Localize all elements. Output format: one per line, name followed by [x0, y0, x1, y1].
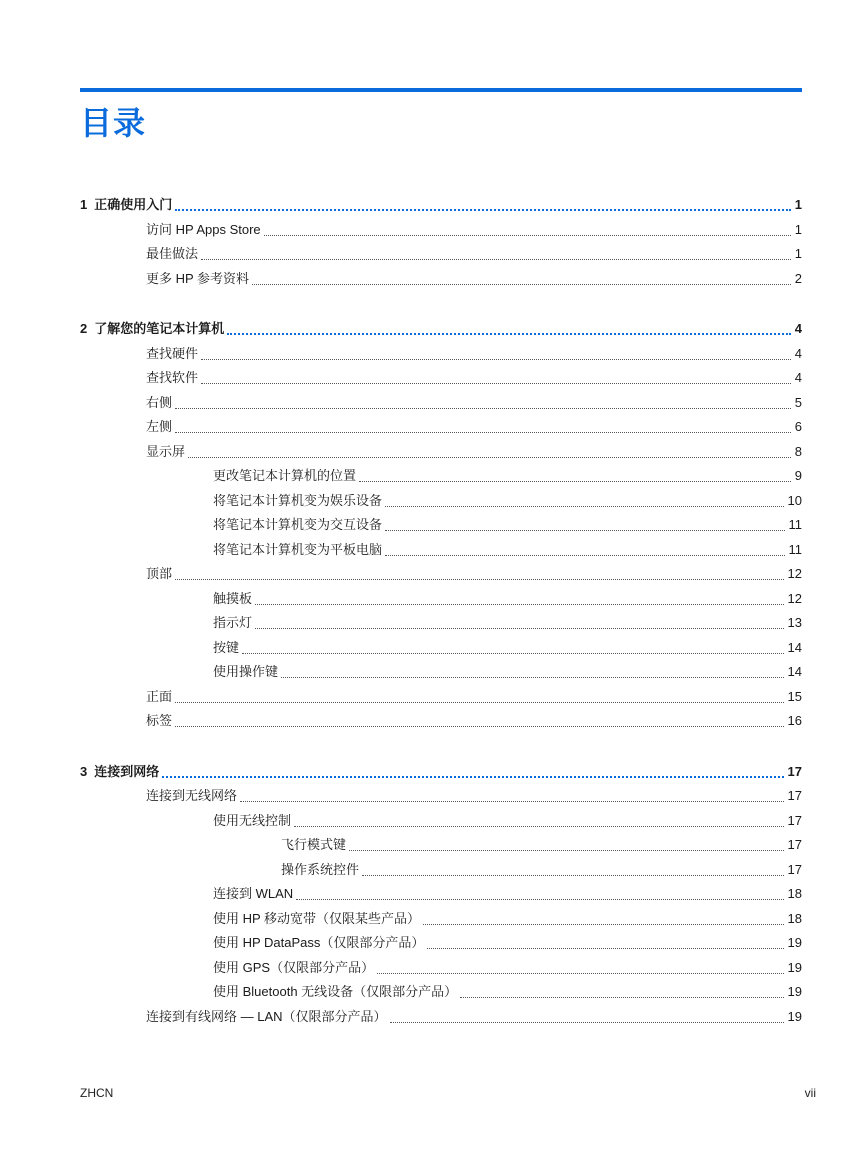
toc-entry-label: 按键	[213, 640, 240, 655]
toc-entry[interactable]	[146, 443, 802, 461]
toc-page-number: 1	[794, 246, 802, 261]
toc-page-number: 17	[787, 813, 802, 828]
toc-page-number: 6	[794, 419, 802, 434]
toc-dot-leader	[264, 221, 791, 236]
toc-entry[interactable]	[213, 934, 802, 952]
toc-entry-label: 使用 Bluetooth 无线设备（仅限部分产品）	[213, 984, 458, 999]
toc-entry[interactable]	[281, 861, 802, 879]
toc-entry[interactable]	[146, 369, 802, 387]
toc-dot-leader	[175, 418, 791, 433]
toc-entry[interactable]	[213, 614, 802, 632]
toc-dot-leader	[385, 516, 784, 531]
toc-page-number: 4	[794, 370, 802, 385]
toc-chapter-number: 2	[80, 321, 88, 336]
footer-page-number: vii	[804, 1086, 816, 1100]
toc-dot-leader	[162, 762, 783, 778]
toc-page-number: 19	[787, 960, 802, 975]
toc-entry-label: 操作系统控件	[281, 862, 360, 877]
toc-entry[interactable]	[146, 712, 802, 730]
toc-page-number: 2	[794, 271, 802, 286]
toc-page-number: 14	[787, 640, 802, 655]
toc-entry-label: 连接到有线网络 — LAN（仅限部分产品）	[146, 1009, 387, 1024]
toc-page-number: 18	[787, 911, 802, 926]
toc-page-number: 19	[787, 984, 802, 999]
toc-dot-leader	[201, 245, 791, 260]
toc-entry-label: 更改笔记本计算机的位置	[213, 468, 357, 483]
toc-dot-leader	[175, 565, 784, 580]
toc-dot-leader	[385, 541, 784, 556]
toc-entry[interactable]	[213, 885, 802, 903]
toc-dot-leader	[175, 394, 791, 409]
toc-dot-leader	[362, 861, 784, 876]
toc-entry-label: 将笔记本计算机变为交互设备	[213, 517, 383, 532]
toc-entry-label: 使用操作键	[213, 664, 279, 679]
toc-dot-leader	[377, 959, 783, 974]
toc-entry-label: 使用 HP 移动宽带（仅限某些产品）	[213, 911, 421, 926]
toc-entry[interactable]	[213, 590, 802, 608]
toc-entry[interactable]	[146, 394, 802, 412]
toc-entry-label: 了解您的笔记本计算机	[94, 321, 225, 336]
toc-entry-label: 触摸板	[213, 591, 253, 606]
toc-dot-leader	[242, 639, 784, 654]
toc-page-number: 11	[788, 542, 802, 557]
toc-entry-label: 连接到无线网络	[146, 788, 238, 803]
toc-entry[interactable]	[146, 688, 802, 706]
toc-page-number: 1	[794, 222, 802, 237]
toc-dot-leader	[427, 934, 783, 949]
toc-entry[interactable]	[213, 516, 802, 534]
toc-page-number: 8	[794, 444, 802, 459]
toc-page-number: 4	[794, 346, 802, 361]
toc-dot-leader	[294, 812, 784, 827]
toc-entry[interactable]	[213, 663, 802, 681]
toc-entry-label: 顶部	[146, 566, 173, 581]
toc-entry[interactable]	[213, 910, 802, 928]
toc-page-number: 16	[787, 713, 802, 728]
toc-page-number: 19	[787, 1009, 802, 1024]
toc-entry-label: 最佳做法	[146, 246, 199, 261]
toc-chapter-entry[interactable]	[80, 763, 802, 781]
toc-entry[interactable]	[213, 467, 802, 485]
toc-page-number: 17	[787, 788, 802, 803]
toc-page-number: 17	[787, 764, 802, 779]
toc-entry[interactable]	[146, 221, 802, 239]
toc-entry-label: 显示屏	[146, 444, 186, 459]
toc-entry-label: 使用无线控制	[213, 813, 292, 828]
toc-entry-label: 查找硬件	[146, 346, 199, 361]
toc-entry-label: 查找软件	[146, 370, 199, 385]
toc-entry-label: 将笔记本计算机变为平板电脑	[213, 542, 383, 557]
toc-page-number: 12	[787, 591, 802, 606]
toc-entry-label: 使用 GPS（仅限部分产品）	[213, 960, 375, 975]
toc-entry[interactable]	[146, 345, 802, 363]
toc-page-number: 13	[787, 615, 802, 630]
toc-dot-leader	[240, 787, 784, 802]
toc-dot-leader	[385, 492, 784, 507]
toc-entry[interactable]	[146, 418, 802, 436]
toc-dot-leader	[175, 688, 784, 703]
toc-chapter-entry[interactable]	[80, 320, 802, 338]
toc-entry[interactable]	[146, 787, 802, 805]
toc-dot-leader	[175, 195, 791, 211]
toc-dot-leader	[201, 345, 791, 360]
toc-dot-leader	[460, 983, 783, 998]
toc-entry[interactable]	[146, 245, 802, 263]
toc-entry-label: 连接到网络	[94, 764, 160, 779]
toc-entry[interactable]	[146, 270, 802, 288]
toc-dot-leader	[255, 590, 784, 605]
toc-page-number: 18	[787, 886, 802, 901]
toc-entry[interactable]	[146, 565, 802, 583]
toc-dot-leader	[390, 1008, 784, 1023]
toc-entry-label: 访问 HP Apps Store	[146, 222, 261, 237]
toc-entry-label: 标签	[146, 713, 173, 728]
toc-dot-leader	[255, 614, 784, 629]
toc-page-number: 1	[794, 197, 802, 212]
toc-chapter-number: 3	[80, 764, 88, 779]
toc-page-number: 10	[787, 493, 802, 508]
toc-chapter-entry[interactable]	[80, 196, 802, 214]
toc-dot-leader	[227, 319, 791, 335]
page-title: 目录	[80, 104, 147, 142]
toc-entry[interactable]	[146, 1008, 802, 1026]
toc-entry-label: 指示灯	[213, 615, 253, 630]
toc-entry[interactable]	[213, 812, 802, 830]
toc-page-number: 15	[787, 689, 802, 704]
toc-entry-label: 更多 HP 参考资料	[146, 271, 250, 286]
toc-chapter-number: 1	[80, 197, 88, 212]
toc-page-number: 4	[794, 321, 802, 336]
toc-entry[interactable]	[213, 983, 802, 1001]
toc-dot-leader	[296, 885, 783, 900]
toc-entry[interactable]	[213, 492, 802, 510]
toc-dot-leader	[201, 369, 791, 384]
toc-entry-label: 连接到 WLAN	[213, 886, 294, 901]
toc-entry[interactable]	[213, 639, 802, 657]
toc-entry[interactable]	[281, 836, 802, 854]
footer-language-code: ZHCN	[80, 1086, 114, 1100]
toc-dot-leader	[349, 836, 784, 851]
toc-entry-label: 左侧	[146, 419, 173, 434]
toc-entry[interactable]	[213, 959, 802, 977]
toc-dot-leader	[252, 270, 791, 285]
toc-entry-label: 正面	[146, 689, 173, 704]
toc-dot-leader	[281, 663, 784, 678]
toc-entry-label: 飞行模式键	[281, 837, 347, 852]
toc-dot-leader	[188, 443, 791, 458]
toc-entry-label: 正确使用入门	[94, 197, 173, 212]
toc-page-number: 11	[788, 517, 802, 532]
toc-dot-leader	[359, 467, 791, 482]
toc-page-number: 17	[787, 862, 802, 877]
toc-page-number: 17	[787, 837, 802, 852]
toc-page-number: 5	[794, 395, 802, 410]
toc-entry-label: 右侧	[146, 395, 173, 410]
toc-page-number: 19	[787, 935, 802, 950]
toc-entry-label: 使用 HP DataPass（仅限部分产品）	[213, 935, 425, 950]
toc-dot-leader	[175, 712, 784, 727]
toc-entry[interactable]	[213, 541, 802, 559]
toc-page-number: 9	[794, 468, 802, 483]
toc-entry-label: 将笔记本计算机变为娱乐设备	[213, 493, 383, 508]
toc-page-number: 12	[787, 566, 802, 581]
toc-page-number: 14	[787, 664, 802, 679]
toc-dot-leader	[423, 910, 783, 925]
